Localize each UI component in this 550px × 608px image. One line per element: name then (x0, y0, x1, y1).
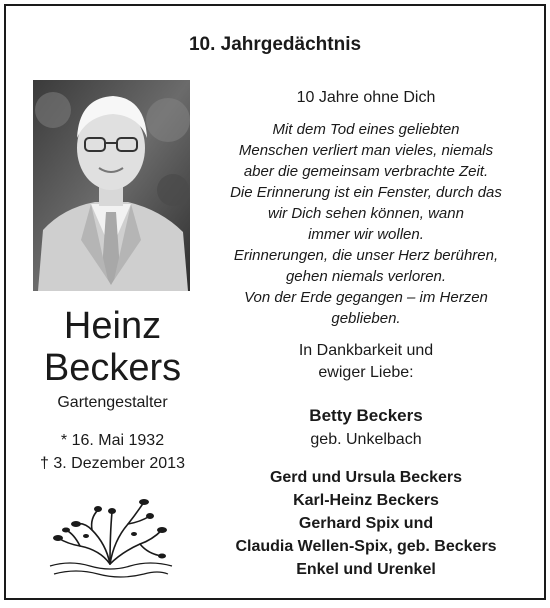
thanks-line: ewiger Liebe: (318, 364, 414, 381)
death-date: † 3. Dezember 2013 (40, 455, 185, 472)
deceased-profession: Gartengestalter (57, 394, 168, 411)
poem-line: immer wir wollen. (308, 226, 424, 243)
poem-line: gehen niemals verloren. (285, 268, 447, 285)
family-line: Gerd und Ursula Beckers (269, 469, 463, 486)
memorial-subtitle: 10 Jahre ohne Dich (296, 89, 436, 106)
obituary-notice (4, 4, 546, 600)
family-line: Claudia Wellen-Spix, geb. Beckers (235, 538, 497, 555)
portrait-photo (33, 80, 190, 291)
thanks-line: In Dankbarkeit und (298, 342, 434, 359)
poem-line: wir Dich sehen können, wann (268, 205, 464, 222)
family-line: Enkel und Urenkel (296, 561, 436, 578)
deceased-last-name: Beckers (43, 347, 182, 389)
memorial-poem (196, 119, 536, 329)
family-line: Karl-Heinz Beckers (293, 492, 439, 509)
birth-date: * 16. Mai 1932 (60, 432, 165, 449)
poem-line: Erinnerungen, die unser Herz berühren, (233, 247, 499, 264)
poem-line: geblieben. (331, 310, 401, 327)
poem-line: aber die gemeinsam verbrachte Zeit. (243, 163, 489, 180)
family-line: Gerhard Spix und (298, 515, 434, 532)
notice-heading: 10. Jahrgedächtnis (188, 34, 362, 55)
poem-line: Menschen verliert man vieles, niemals (238, 142, 494, 159)
widow-maiden-name: geb. Unkelbach (310, 431, 422, 448)
plant-ornament-icon (40, 494, 180, 580)
family-list (196, 466, 536, 581)
poem-line: Mit dem Tod eines geliebten (272, 121, 460, 138)
thanks-text (196, 340, 536, 384)
widow-name: Betty Beckers (309, 406, 423, 425)
poem-line: Die Erinnerung ist ein Fenster, durch das (230, 184, 502, 201)
poem-line: Von der Erde gegangen – im Herzen (244, 289, 488, 306)
deceased-first-name: Heinz (63, 305, 162, 347)
